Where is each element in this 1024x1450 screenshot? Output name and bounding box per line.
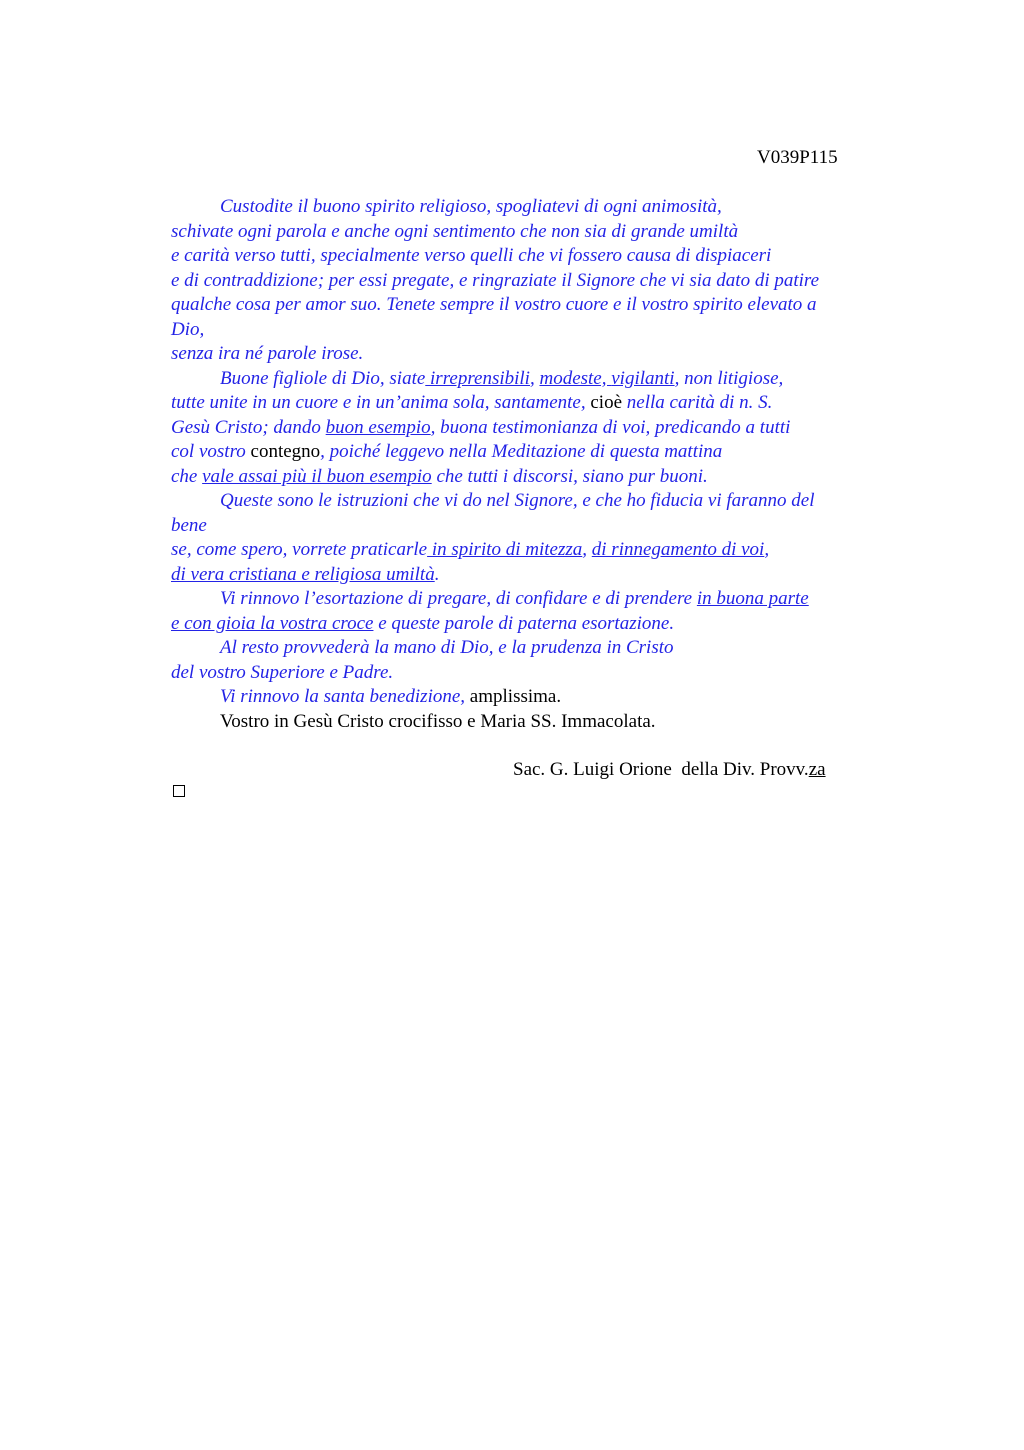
text-line <box>171 710 891 735</box>
text-line <box>171 195 891 220</box>
text-line <box>171 269 891 294</box>
text-run: di rinnegamento di voi <box>591 539 765 560</box>
text-run: che <box>171 465 203 487</box>
text-line <box>171 587 891 612</box>
checkbox-square-icon <box>173 785 185 797</box>
text-run: col vostro <box>171 441 251 462</box>
text-run: schivate ogni parola e anche ogni sentimento che non sia di grande umiltà <box>171 220 739 242</box>
text-run: se, come spero, vorrete praticarle <box>171 539 428 560</box>
text-line <box>171 220 891 245</box>
signature <box>513 758 826 782</box>
text-run: qualche cosa per amor suo. Tenete sempre il vostro cuore e il vostro spirito elevato a <box>171 294 817 315</box>
text-run: del vostro Superiore e Padre. <box>171 661 394 683</box>
text-run: irreprensibili <box>425 367 530 389</box>
text-line <box>171 465 891 490</box>
text-run: . <box>434 563 440 585</box>
text-run: Vi rinnovo la santa benedizione, <box>220 686 470 707</box>
text-run: , buona testimonianza di voi, predicando a tutti <box>430 416 791 438</box>
text-run: e di contraddizione; per essi pregate, e ringraziate il Signore che vi sia dato di patire <box>171 269 820 291</box>
text-run: Al resto provvederà la mano di Dio, e la prudenza in Cristo <box>220 637 674 658</box>
text-run: , non litigiose, <box>674 367 784 389</box>
text-run: nella carità di n. S. <box>622 392 773 413</box>
text-run: amplissima. <box>469 686 562 707</box>
text-run: contegno <box>250 441 321 462</box>
text-run: che tutti i discorsi, siano pur buoni. <box>431 465 708 487</box>
text-run: vigilanti <box>611 367 675 389</box>
text-line <box>171 416 891 441</box>
text-run: tutte unite in un cuore e in un’anima sola, santamente, <box>171 392 591 413</box>
text-line <box>171 391 891 416</box>
text-run: Vi rinnovo l’esortazione di pregare, di confidare e di prendere <box>220 588 697 609</box>
text-line <box>171 661 891 686</box>
text-run: , poiché leggevo nella Meditazione di questa mattina <box>320 441 723 462</box>
text-line <box>171 293 891 318</box>
text-run: di vera cristiana e religiosa umiltà <box>171 563 435 585</box>
text-run: , <box>764 539 770 560</box>
text-run: e con gioia la vostra croce <box>171 612 374 634</box>
text-line <box>171 514 891 539</box>
text-line <box>171 318 891 343</box>
text-line <box>171 244 891 269</box>
text-run: Vostro in Gesù Cristo crocifisso e Maria SS. Immacolata. <box>220 710 656 732</box>
text-line <box>171 563 891 588</box>
text-run: bene <box>171 514 207 536</box>
signature-text: Sac. G. Luigi Orione della Div. Provv. <box>513 759 809 780</box>
text-run: Custodite il buono spirito religioso, spogliatevi di ogni animosità, <box>220 196 722 217</box>
text-run: Gesù Cristo; dando <box>171 416 326 438</box>
text-line <box>171 489 891 514</box>
text-run: , <box>529 367 540 389</box>
letter-body <box>171 195 891 734</box>
text-line <box>171 685 891 710</box>
text-line <box>171 612 891 637</box>
text-line <box>171 440 891 465</box>
text-run: e carità verso tutti, specialmente verso quelli che vi fossero causa di dispiaceri <box>171 245 772 266</box>
text-run: modeste, <box>539 367 612 389</box>
text-line <box>171 636 891 661</box>
signature-suffix: za <box>808 759 826 780</box>
text-run: in spirito di mitezza <box>427 539 583 560</box>
text-run: senza ira né parole irose. <box>171 343 364 364</box>
text-run: in buona parte <box>696 588 809 609</box>
text-run: Queste sono le istruzioni che vi do nel Signore, e che ho fiducia vi faranno del <box>220 490 815 511</box>
text-line <box>171 367 891 392</box>
text-line <box>171 342 891 367</box>
text-run: cioè <box>590 392 623 413</box>
page-id: V039P115 <box>757 147 838 168</box>
text-run: Buone figliole di Dio, siate <box>220 367 426 389</box>
text-run: , <box>582 539 592 560</box>
text-run: vale assai più il buon esempio <box>202 465 432 487</box>
text-run: e queste parole di paterna esortazione. <box>373 612 675 634</box>
text-run: Dio, <box>171 318 205 340</box>
text-run: buon esempio <box>325 416 431 438</box>
text-line <box>171 538 891 563</box>
